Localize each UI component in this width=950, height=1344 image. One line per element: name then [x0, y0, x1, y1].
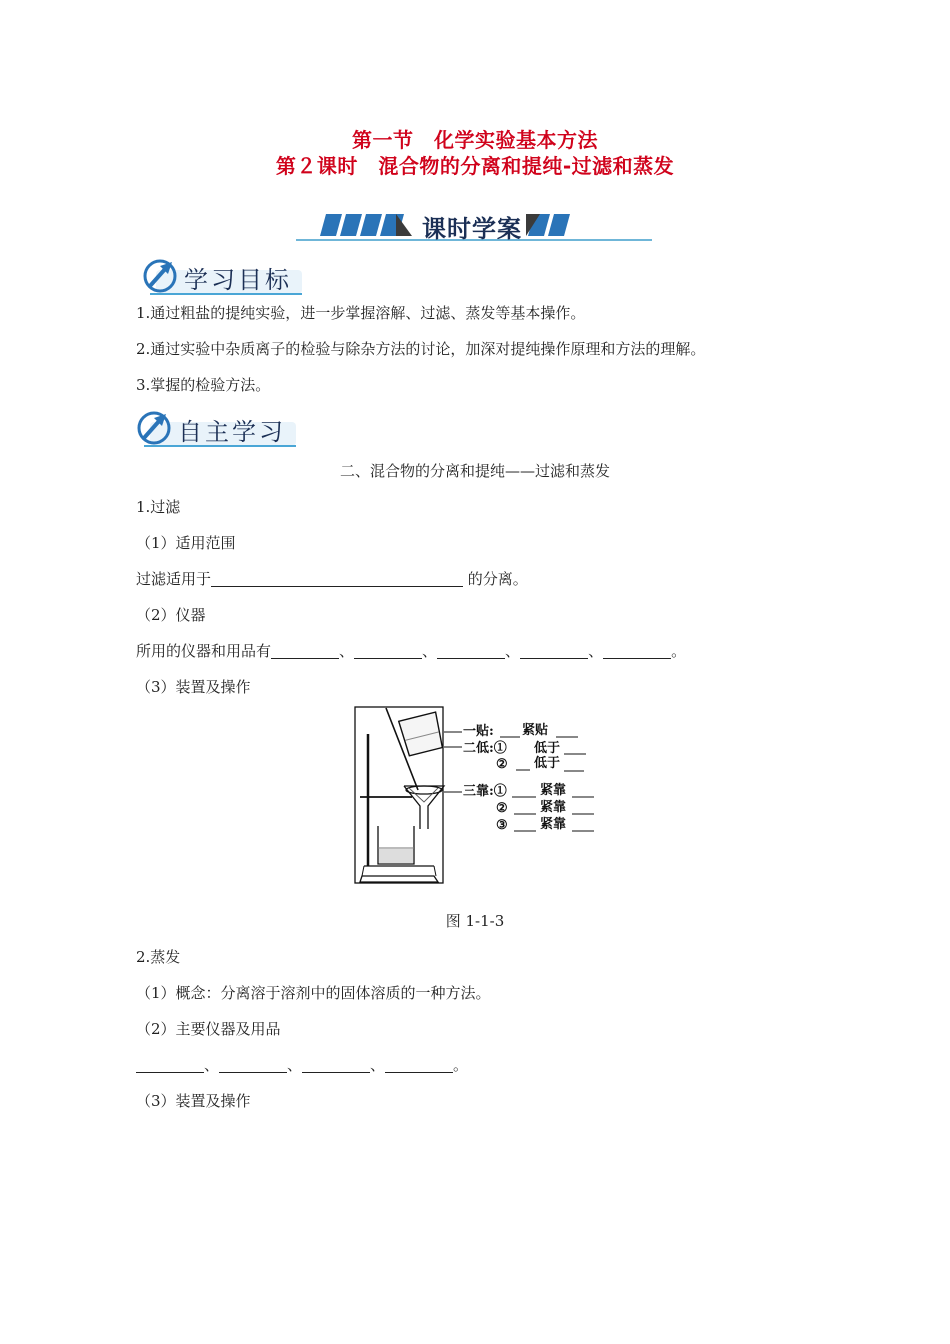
separator: 、 — [370, 1056, 386, 1074]
label-jinkao: 紧靠 — [540, 817, 567, 832]
objective-item: 1.通过粗盐的提纯实验，进一步掌握溶解、过滤、蒸发等基本操作。 — [136, 304, 586, 322]
evaporation-instruments-line — [136, 1054, 468, 1075]
figure-caption: 图 1-1-3 — [445, 912, 505, 930]
banner-label: 课时学案 — [422, 215, 522, 243]
separator: 、 — [204, 1056, 220, 1074]
sentence-end: 。 — [453, 1056, 469, 1074]
instruments-prefix: 所用的仪器和用品有 — [136, 642, 272, 660]
self-study-heading-badge — [130, 408, 298, 448]
objective-item: 3.掌握的检验方法。 — [136, 376, 271, 394]
label-sankao: 三靠:① — [463, 784, 507, 799]
scope-prefix: 过滤适用于 — [136, 570, 212, 588]
answer-blank[interactable] — [136, 1057, 204, 1073]
scope-suffix: 的分离。 — [463, 570, 528, 588]
instruments-line — [136, 640, 686, 661]
evaporation-setup-heading: （3）装置及操作 — [136, 1092, 251, 1110]
answer-blank[interactable] — [520, 643, 588, 659]
label-circle2: ② — [496, 801, 508, 816]
objectives-heading: 学习目标 — [184, 266, 292, 294]
setup-heading: （3）装置及操作 — [136, 678, 251, 696]
section-title: 第一节 化学实验基本方法 — [352, 128, 598, 152]
instruments-heading: （2）仪器 — [136, 606, 206, 624]
label-jintie: 紧贴 — [522, 723, 549, 738]
separator: 、 — [287, 1056, 303, 1074]
sentence-end: 。 — [671, 642, 687, 660]
label-dixia: 低于 — [534, 756, 561, 771]
filtration-heading: 1.过滤 — [136, 498, 181, 516]
label-jinkao: 紧靠 — [540, 800, 567, 815]
label-circle2: ② — [496, 757, 508, 772]
self-study-heading: 自主学习 — [178, 418, 286, 446]
objective-item: 2.通过实验中杂质离子的检验与除杂方法的讨论，加深对提纯操作原理和方法的理解。 — [136, 340, 706, 358]
label-circle3: ③ — [496, 818, 508, 833]
answer-blank[interactable] — [211, 571, 463, 587]
evaporation-concept: （1）概念：分离溶于溶剂中的固体溶质的一种方法。 — [136, 984, 491, 1002]
separator: 、 — [339, 642, 355, 660]
label-erdi: 二低:① — [463, 741, 507, 756]
answer-blank[interactable] — [385, 1057, 453, 1073]
objectives-heading-badge — [136, 256, 304, 296]
answer-blank[interactable] — [354, 643, 422, 659]
answer-blank[interactable] — [271, 643, 339, 659]
answer-blank[interactable] — [603, 643, 671, 659]
separator: 、 — [505, 642, 521, 660]
label-dixia: 低于 — [534, 741, 561, 756]
evaporation-heading: 2.蒸发 — [136, 948, 181, 966]
label-yitie: 一贴: — [463, 724, 494, 739]
scope-line — [136, 568, 528, 589]
separator: 、 — [422, 642, 438, 660]
answer-blank[interactable] — [437, 643, 505, 659]
pouring-beaker — [399, 712, 445, 756]
answer-blank[interactable] — [302, 1057, 370, 1073]
section-subtitle: 二、混合物的分离和提纯——过滤和蒸发 — [339, 462, 610, 480]
label-jinkao: 紧靠 — [540, 783, 567, 798]
scope-heading: （1）适用范围 — [136, 534, 236, 552]
filtration-apparatus-figure — [352, 704, 608, 886]
evaporation-instruments-heading: （2）主要仪器及用品 — [136, 1020, 281, 1038]
separator: 、 — [588, 642, 604, 660]
lesson-title: 第２课时 混合物的分离和提纯-过滤和蒸发 — [275, 154, 675, 178]
lesson-plan-banner — [296, 206, 652, 244]
answer-blank[interactable] — [219, 1057, 287, 1073]
